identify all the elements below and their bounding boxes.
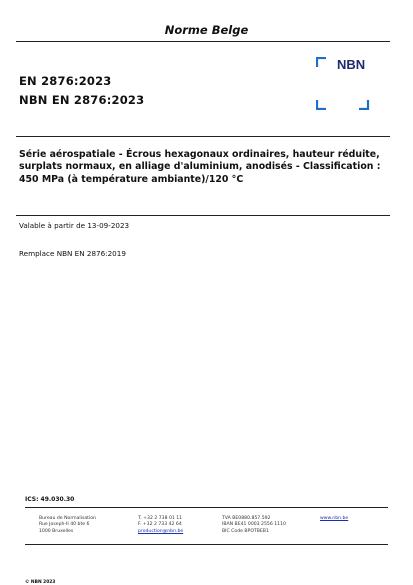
ics-code: ICS: 49.030.30 [25, 496, 75, 503]
footer-address [39, 516, 96, 535]
document-title: Série aérospatiale - Écrous hexagonaux ordinaires, hauteur réduite, surplats normaux, en alliage d'aluminium, anodisés - Classification : 450 MPa (à température ambiante)/120 °C [19, 149, 381, 185]
footer-divider [25, 507, 388, 508]
footer-bottom-divider [25, 544, 388, 545]
nbn-standard-number: NBN EN 2876:2023 [19, 93, 145, 107]
title-top-divider [16, 136, 390, 137]
address-line: Rue Joseph-II 40 bte 6 [39, 522, 90, 528]
title-bottom-divider [16, 215, 390, 216]
bic-code: BIC Code BPOTBEB1 [222, 528, 269, 534]
validity-date: Valable à partir de 13-09-2023 [19, 221, 130, 230]
phone-number: T. +32 2 738 01 11 [138, 516, 183, 521]
address-line: Bureau de Normalisation [39, 516, 96, 521]
footer-website [320, 516, 348, 522]
replaces-standard: Remplace NBN EN 2876:2019 [19, 249, 126, 258]
address-line: 1000 Bruxelles [39, 528, 74, 534]
copyright-notice: © NBN 2023 [25, 580, 56, 585]
fax-number: F. +32 2 733 42 64 [138, 522, 182, 528]
en-standard-number: EN 2876:2023 [19, 74, 112, 88]
logo-text: NBN [337, 57, 366, 72]
email-link[interactable]: production@nbn.be [138, 528, 184, 534]
vat-number: TVA BE0880.857.592 [222, 516, 271, 521]
header-divider [16, 41, 390, 42]
footer-bank [222, 516, 286, 535]
footer-contact [138, 516, 183, 535]
website-link[interactable]: www.nbn.be [320, 516, 349, 521]
document-header-title: Norme Belge [164, 23, 249, 37]
iban: IBAN BE41 0003 2556 1110 [222, 522, 286, 528]
